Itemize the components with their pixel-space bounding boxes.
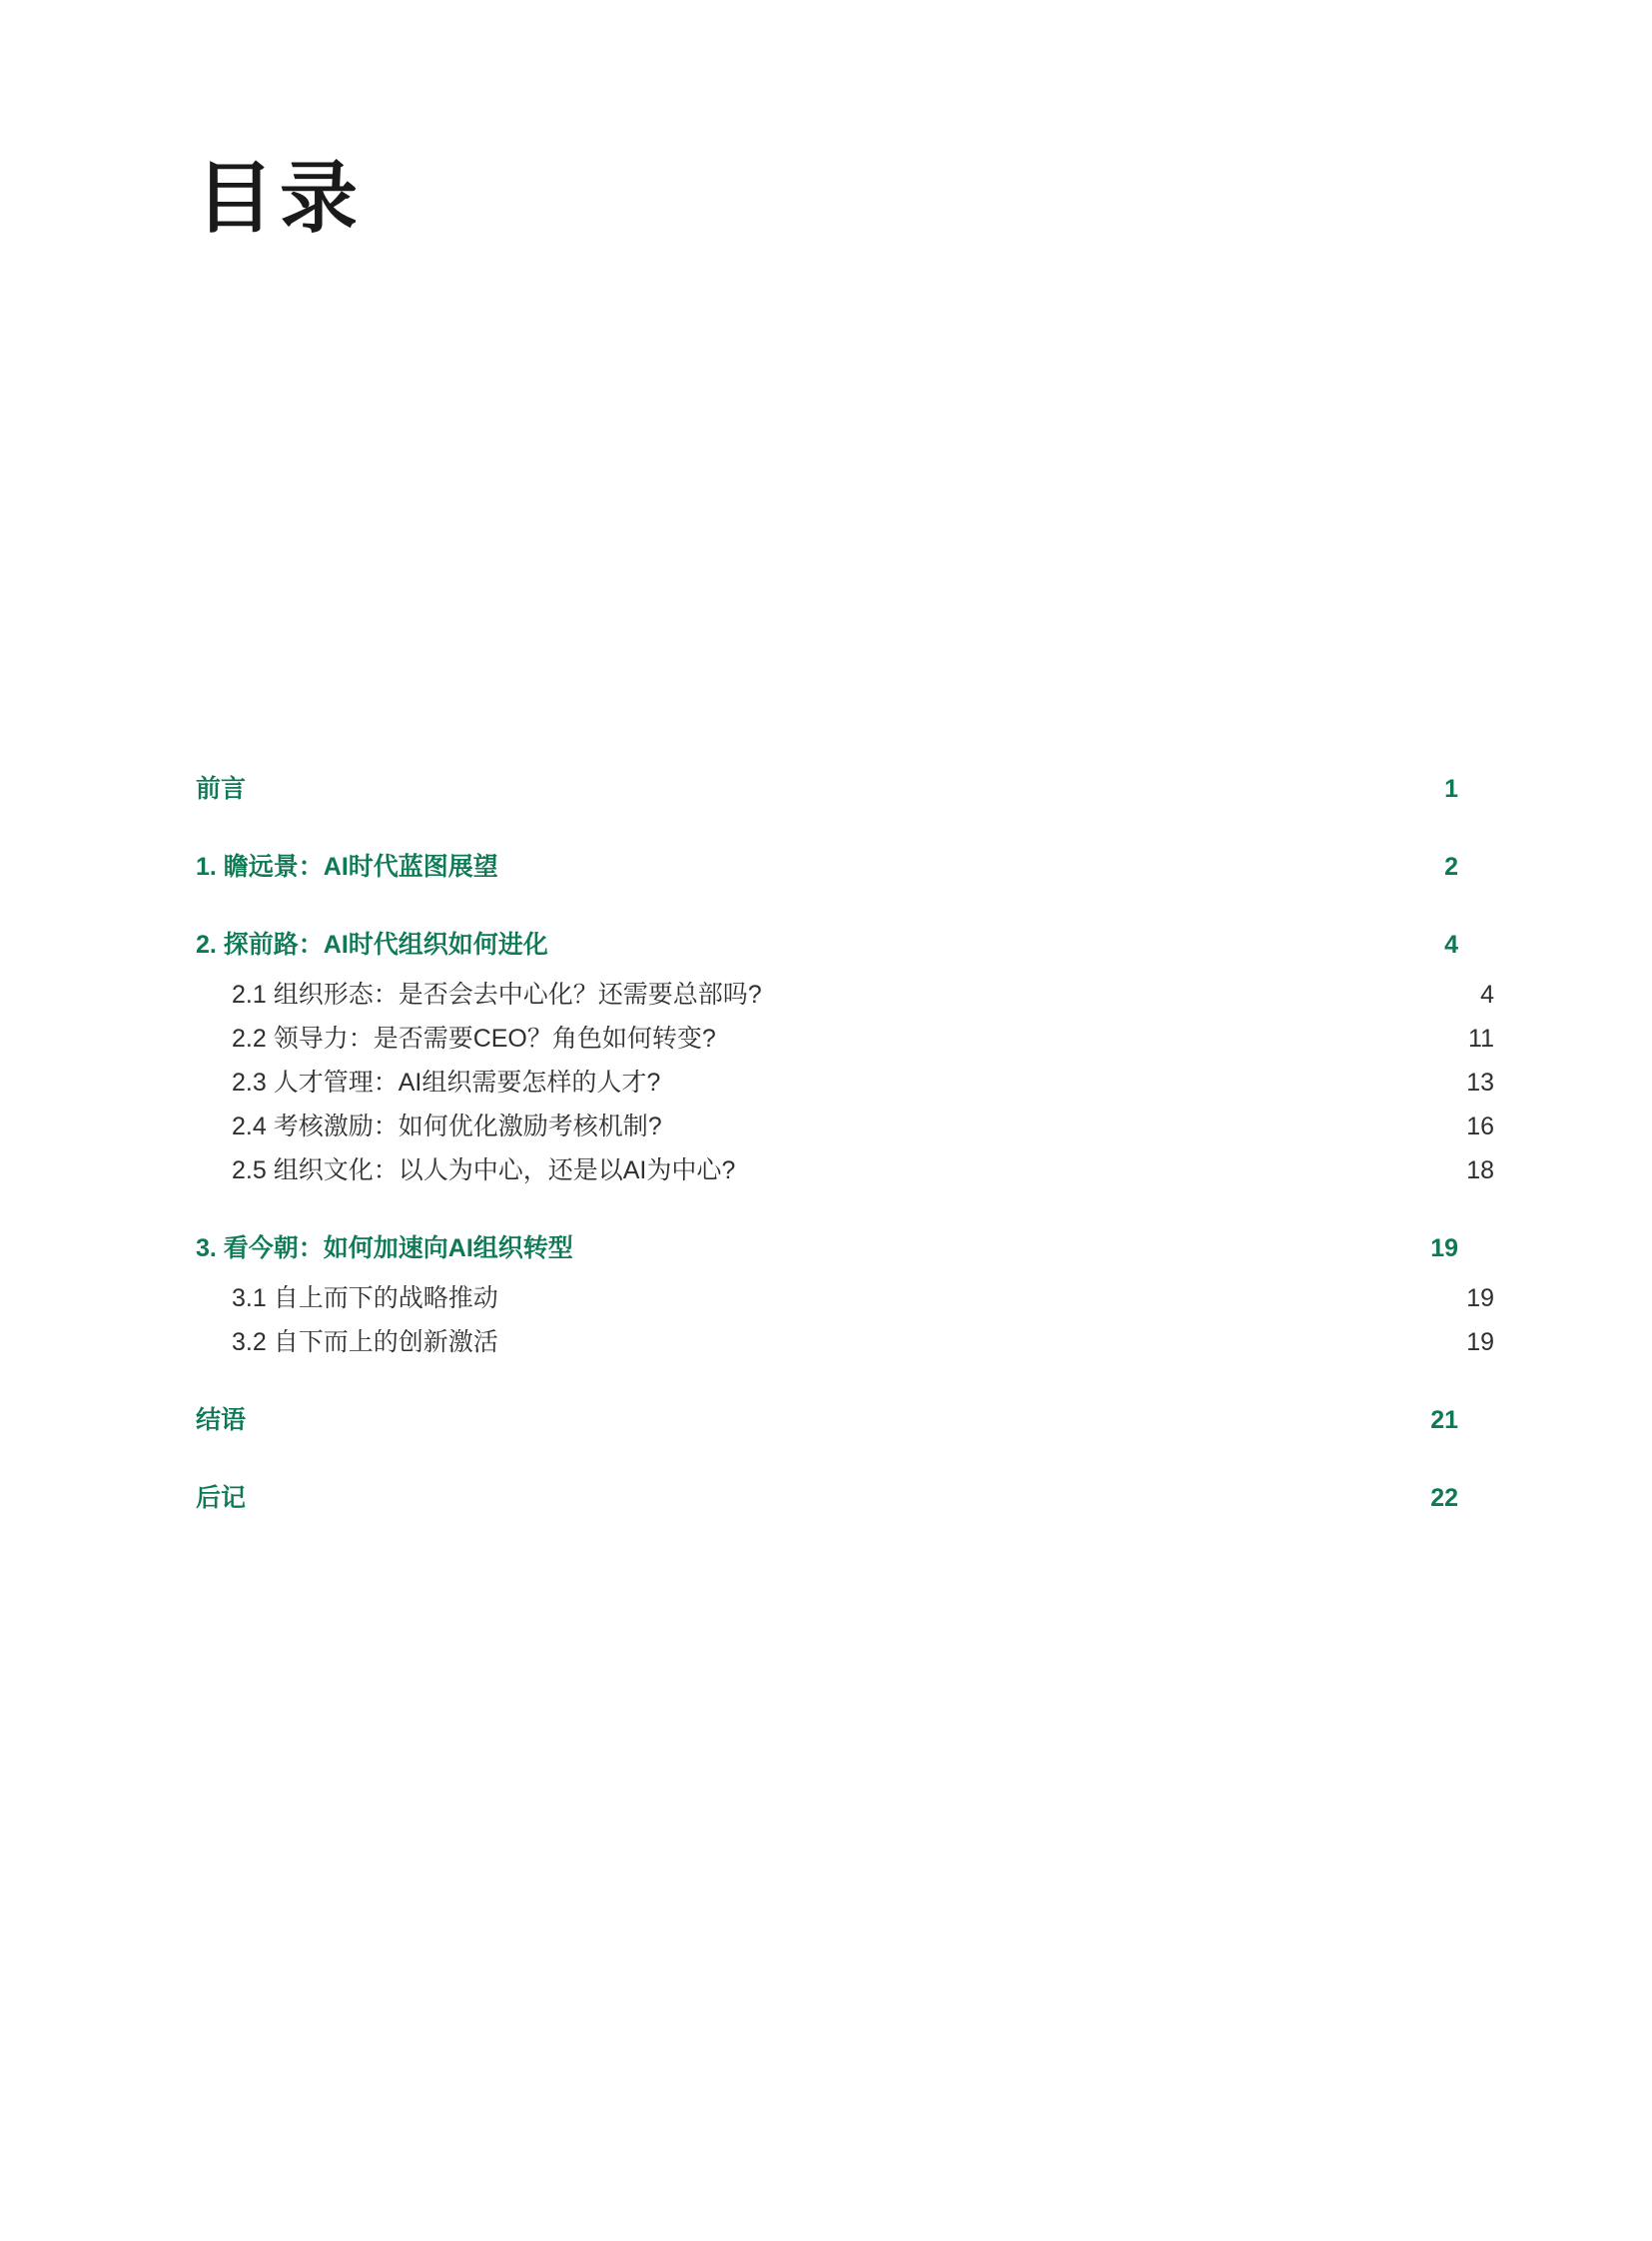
toc-entry[interactable] [196, 1322, 1494, 1358]
toc-spacer [196, 1186, 1458, 1228]
toc-spacer [196, 1142, 1458, 1150]
toc-entry[interactable] [196, 1400, 1458, 1436]
toc-spacer [196, 961, 1458, 975]
toc-entry-label: 前言 [196, 775, 247, 803]
toc-entry[interactable] [196, 847, 1458, 883]
toc-entry-label: 结语 [196, 1406, 247, 1434]
toc-entry[interactable] [196, 1278, 1494, 1314]
toc-entry-page-number: 13 [1466, 1069, 1494, 1097]
toc-entry-label: 2.3 人才管理：AI组织需要怎样的人才? [232, 1069, 661, 1097]
toc-entry-label: 3.1 自上而下的战略推动 [232, 1284, 498, 1312]
toc-spacer [196, 1011, 1458, 1019]
toc-entry[interactable] [196, 1150, 1494, 1186]
toc-spacer [196, 1099, 1458, 1107]
toc-entry-page-number: 4 [1480, 981, 1494, 1009]
toc-entry-label: 2.5 组织文化：以人为中心，还是以AI为中心? [232, 1156, 736, 1184]
toc-entry[interactable] [196, 769, 1458, 805]
toc-entry-label: 后记 [196, 1484, 247, 1512]
toc-entry[interactable] [196, 1478, 1458, 1514]
toc-spacer [196, 805, 1458, 847]
toc-entry-page-number: 1 [1444, 775, 1458, 803]
toc-entry-page-number: 4 [1444, 931, 1458, 959]
toc-entry-page-number: 16 [1466, 1113, 1494, 1140]
page-title: 目录 [196, 153, 365, 244]
toc-entry[interactable] [196, 1063, 1494, 1099]
toc-entry-page-number: 21 [1430, 1406, 1458, 1434]
toc-spacer [196, 1264, 1458, 1278]
toc-entry-page-number: 19 [1466, 1328, 1494, 1356]
toc-entry-page-number: 2 [1444, 853, 1458, 881]
toc-entry[interactable] [196, 1107, 1494, 1142]
toc-spacer [196, 1436, 1458, 1478]
toc-entry-page-number: 22 [1430, 1484, 1458, 1512]
toc-entry-label: 2.4 考核激励：如何优化激励考核机制? [232, 1113, 662, 1140]
toc-entry-label: 1. 瞻远景：AI时代蓝图展望 [196, 853, 498, 881]
toc-entry-page-number: 19 [1430, 1234, 1458, 1262]
toc-entry[interactable] [196, 925, 1458, 961]
toc-spacer [196, 883, 1458, 925]
toc-entry[interactable] [196, 975, 1494, 1011]
toc-entry-label: 2.2 领导力：是否需要CEO？角色如何转变? [232, 1025, 716, 1053]
toc-spacer [196, 1358, 1458, 1400]
toc-entry[interactable] [196, 1019, 1494, 1055]
toc-entry-label: 2.1 组织形态：是否会去中心化？还需要总部吗? [232, 981, 762, 1009]
toc-entry-page-number: 18 [1466, 1156, 1494, 1184]
toc-spacer [196, 1314, 1458, 1322]
toc-entry-label: 2. 探前路：AI时代组织如何进化 [196, 931, 548, 959]
toc-entry-page-number: 19 [1466, 1284, 1494, 1312]
toc-entry-page-number: 11 [1468, 1025, 1494, 1053]
toc-entry-label: 3.2 自下而上的创新激活 [232, 1328, 498, 1356]
toc-entry-label: 3. 看今朝：如何加速向AI组织转型 [196, 1234, 573, 1262]
toc-spacer [196, 1055, 1458, 1063]
table-of-contents [196, 769, 1494, 1514]
toc-entry[interactable] [196, 1228, 1458, 1264]
